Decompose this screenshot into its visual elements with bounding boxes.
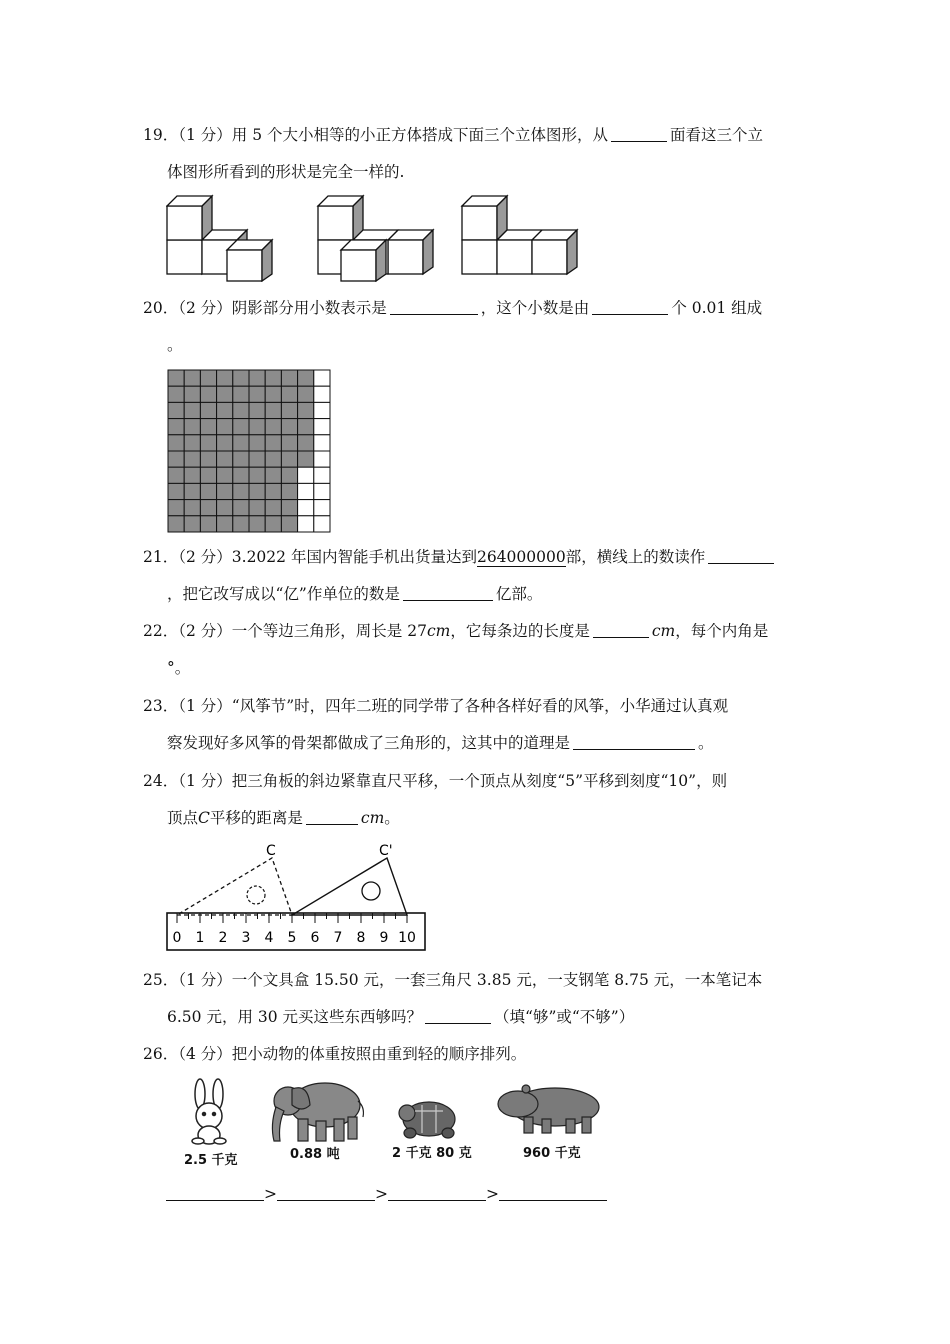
grid-cell-shaded (249, 419, 265, 435)
grid-cell-shaded (233, 483, 249, 499)
hippo-icon (498, 1085, 599, 1133)
grid-cell-shaded (281, 451, 297, 467)
cube-figures (166, 192, 596, 282)
greater-than: > (264, 1185, 277, 1203)
question-25: 25．（1 分）一个文具盒 15.50 元，一套三角尺 3.85 元，一支钢笔 8.75 元，一本笔记本 6.50 元，用 30 元买这些东西够吗？ （填“够”或“不够”） (143, 971, 763, 1026)
grid-cell-shaded (168, 467, 184, 483)
animal-weight: 0.88 吨 (290, 1147, 340, 1162)
cube-figure-3 (462, 196, 577, 274)
grid-cell-empty (298, 500, 314, 516)
grid-cell-empty (314, 435, 330, 451)
grid-cell-shaded (281, 516, 297, 532)
grid-cell-shaded (281, 386, 297, 402)
grid-cell-shaded (281, 419, 297, 435)
grid-cell-empty (314, 451, 330, 467)
grid-cell-empty (298, 467, 314, 483)
grid-cell-shaded (168, 451, 184, 467)
grid-cell-shaded (233, 370, 249, 386)
grid-cell-shaded (265, 467, 281, 483)
question-number: 20． (143, 299, 179, 317)
ruler-tick-label: 9 (379, 930, 389, 946)
grid-cell-shaded (281, 483, 297, 499)
circle-hole-original (247, 886, 265, 904)
question-number: 22． (143, 622, 179, 640)
grid-cell-empty (298, 516, 314, 532)
animal-weight: 2.5 千克 (184, 1153, 238, 1168)
grid-cell-shaded (281, 435, 297, 451)
question-21: 21．（2 分）3.2022 年国内智能手机出货量达到264000000部，横线上的数读作 ，把它改写成以“亿”作单位的数是 亿部。 (143, 539, 808, 613)
answer-blank-view[interactable] (611, 121, 667, 142)
grid-cell-shaded (184, 386, 200, 402)
grid-cell-shaded (298, 435, 314, 451)
grid-cell-shaded (249, 386, 265, 402)
cube-figure-2 (318, 196, 433, 281)
answer-blank-reading[interactable] (708, 543, 774, 564)
grid-cell-shaded (233, 402, 249, 418)
grid-cell-shaded (265, 419, 281, 435)
grid-cell-shaded (281, 370, 297, 386)
grid-cell-shaded (200, 386, 216, 402)
question-number: 21． (143, 548, 179, 566)
grid-cell-shaded (217, 402, 233, 418)
grid-cell-shaded (200, 435, 216, 451)
grid-cell-shaded (249, 483, 265, 499)
question-score: （1 分） (178, 126, 232, 144)
grid-cell-shaded (217, 370, 233, 386)
grid-cell-shaded (200, 500, 216, 516)
grid-cell-shaded (184, 435, 200, 451)
answer-blank-reason[interactable] (573, 729, 695, 750)
grid-cell-shaded (184, 370, 200, 386)
grid-cell-shaded (217, 500, 233, 516)
grid-cell-shaded (298, 402, 314, 418)
grid-cell-shaded (298, 419, 314, 435)
grid-cell-shaded (265, 500, 281, 516)
grid-cell-shaded (233, 451, 249, 467)
question-22: 22．（2 分）一个等边三角形，周长是 27cm，它每条边的长度是 cm，每个内角是 °。 (143, 613, 808, 687)
ruler-tick-label: 8 (356, 930, 366, 946)
answer-blank-order-2[interactable] (277, 1180, 375, 1201)
grid-cell-shaded (200, 419, 216, 435)
question-19: 19．（1 分）用 5 个大小相等的小正方体搭成下面三个立体图形，从 面看这三个立 体图形所看到的形状是完全一样的. (143, 117, 808, 191)
question-26: 26．（4 分）把小动物的体重按照由重到轻的顺序排列。 (143, 1045, 527, 1063)
answer-blank-order-4[interactable] (499, 1180, 607, 1201)
label-c-prime: C' (379, 843, 393, 859)
grid-cell-shaded (298, 451, 314, 467)
animal-weight: 960 千克 (523, 1146, 581, 1161)
answer-ordering-row (166, 1180, 607, 1204)
grid-cell-shaded (200, 402, 216, 418)
grid-cell-shaded (184, 451, 200, 467)
grid-cell-shaded (168, 419, 184, 435)
grid-cell-empty (314, 467, 330, 483)
grid-cell-shaded (168, 386, 184, 402)
elephant-icon (272, 1083, 363, 1141)
grid-cell-empty (314, 419, 330, 435)
grid-cell-shaded (265, 451, 281, 467)
answer-blank-decimal[interactable] (390, 294, 478, 315)
grid-cell-shaded (184, 467, 200, 483)
question-number: 25． (143, 971, 179, 989)
grid-cell-shaded (233, 419, 249, 435)
hundred-grid (167, 369, 331, 533)
question-score: （1 分） (178, 971, 232, 989)
grid-cell-shaded (200, 483, 216, 499)
animal-weight: 2 千克 80 克 (392, 1146, 472, 1161)
circle-hole-moved (362, 882, 380, 900)
grid-cell-empty (314, 500, 330, 516)
grid-cell-shaded (217, 516, 233, 532)
question-20: 20．（2 分）阴影部分用小数表示是 ，这个小数是由 个 0.01 组成 。 (143, 290, 808, 364)
grid-cell-shaded (200, 451, 216, 467)
grid-cell-shaded (168, 402, 184, 418)
answer-blank-distance[interactable] (306, 804, 358, 825)
question-score: （1 分） (178, 697, 232, 715)
rabbit-icon (192, 1079, 226, 1144)
grid-cell-shaded (281, 467, 297, 483)
grid-cell-empty (314, 386, 330, 402)
question-23: 23．（1 分）“风筝节”时，四年二班的同学带了各种各样好看的风筝，小华通过认真观 察发现好多风筝的骨架都做成了三角形的，这其中的道理是 。 (143, 697, 729, 752)
label-c: C (266, 843, 276, 859)
ruler-triangle-diagram (166, 840, 428, 952)
grid-cell-shaded (249, 451, 265, 467)
grid-cell-shaded (249, 467, 265, 483)
grid-cell-shaded (168, 516, 184, 532)
question-number: 26． (143, 1045, 179, 1063)
grid-cell-shaded (200, 467, 216, 483)
grid-cell-shaded (184, 419, 200, 435)
ruler-tick-label: 4 (264, 930, 274, 946)
question-number: 23． (143, 697, 179, 715)
grid-cell-shaded (298, 386, 314, 402)
grid-cell-empty (314, 370, 330, 386)
grid-cell-shaded (168, 435, 184, 451)
grid-cell-shaded (265, 386, 281, 402)
question-score: （4 分） (178, 1045, 232, 1063)
ruler-tick-label: 2 (218, 930, 228, 946)
grid-cell-shaded (233, 516, 249, 532)
greater-than: > (486, 1185, 499, 1203)
grid-cell-shaded (265, 516, 281, 532)
ruler-tick-label: 6 (310, 930, 320, 946)
grid-cell-shaded (184, 402, 200, 418)
question-number: 19． (143, 126, 179, 144)
grid-cell-shaded (217, 483, 233, 499)
answer-blank-yi[interactable] (403, 580, 493, 601)
grid-cell-shaded (184, 516, 200, 532)
grid-cell-shaded (217, 386, 233, 402)
grid-cell-shaded (233, 500, 249, 516)
grid-cell-empty (314, 402, 330, 418)
grid-cell-empty (314, 483, 330, 499)
question-score: （1 分） (178, 772, 232, 790)
answer-blank-order-3[interactable] (388, 1180, 486, 1201)
grid-cell-shaded (233, 386, 249, 402)
question-score: （2 分） (178, 299, 232, 317)
grid-cell-shaded (168, 370, 184, 386)
question-number: 24． (143, 772, 179, 790)
grid-cell-shaded (265, 483, 281, 499)
grid-cell-empty (314, 516, 330, 532)
grid-cell-shaded (265, 435, 281, 451)
grid-cell-shaded (168, 500, 184, 516)
question-24: 24．（1 分）把三角板的斜边紧靠直尺平移，一个顶点从刻度“5”平移到刻度“10”，则 顶点C平移的距离是 cm。 (143, 772, 728, 827)
underlined-number: 264000000 (476, 548, 566, 566)
grid-cell-shaded (217, 451, 233, 467)
question-score: （2 分） (178, 548, 232, 566)
ruler-tick-label: 10 (398, 930, 416, 946)
ruler-tick-label: 5 (287, 930, 297, 946)
grid-cell-shaded (265, 402, 281, 418)
grid-cell-shaded (200, 516, 216, 532)
grid-cell-shaded (265, 370, 281, 386)
turtle-icon (399, 1102, 455, 1138)
grid-cell-shaded (281, 500, 297, 516)
grid-cell-shaded (249, 402, 265, 418)
grid-cell-shaded (249, 435, 265, 451)
grid-cell-shaded (249, 500, 265, 516)
answer-blank-order-1[interactable] (166, 1180, 264, 1201)
grid-cell-shaded (168, 483, 184, 499)
grid-cell-shaded (233, 435, 249, 451)
grid-cell-shaded (184, 483, 200, 499)
grid-cell-shaded (217, 419, 233, 435)
ruler-tick-label: 3 (241, 930, 251, 946)
grid-cell-shaded (233, 467, 249, 483)
grid-cell-shaded (281, 402, 297, 418)
grid-cell-shaded (217, 467, 233, 483)
grid-cell-shaded (249, 516, 265, 532)
grid-cell-shaded (184, 500, 200, 516)
greater-than: > (375, 1185, 388, 1203)
grid-cell-shaded (217, 435, 233, 451)
answer-blank-side[interactable] (593, 617, 649, 638)
cube-figure-1 (167, 196, 272, 281)
ruler-tick-label: 7 (333, 930, 343, 946)
triangle-moved (292, 858, 407, 915)
answer-blank-count[interactable] (592, 294, 668, 315)
grid-cell-shaded (200, 370, 216, 386)
grid-cell-empty (298, 483, 314, 499)
grid-cell-shaded (298, 370, 314, 386)
ruler-tick-label: 1 (195, 930, 205, 946)
grid-cell-shaded (249, 370, 265, 386)
ruler-tick-label: 0 (172, 930, 182, 946)
animals-figure (170, 1075, 620, 1171)
answer-blank-enough[interactable] (425, 1003, 491, 1024)
question-score: （2 分） (178, 622, 232, 640)
triangle-original (177, 858, 292, 915)
